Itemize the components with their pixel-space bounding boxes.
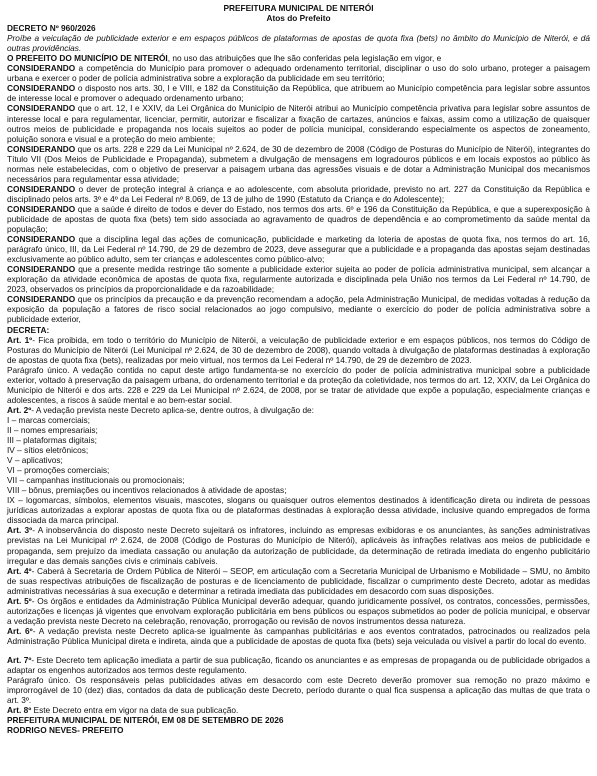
list-item: II – nomes empresariais; — [7, 424, 98, 435]
preamble-authority: O PREFEITO DO MUNICÍPIO DE NITERÓI — [7, 53, 168, 64]
decree-number: DECRETO Nº 960/2026 — [7, 23, 96, 34]
list-item: V – aplicativos; — [7, 455, 63, 466]
blank-line — [7, 646, 590, 655]
considerando-3: CONSIDERANDO que o art. 12, I e XXIV, da Lei Orgânica do Município de Niterói atribui ao Município competência privativa para legislar sobre assuntos de interesse local e para regulamentar, licenciar, permitir, autorizar e fiscalizar a fixação de cartazes, anúncios e faixas, assim como a utilização de quaisquer outros meios de publicidade e propaganda nos locais sujeitos ao poder de polícia municipal, considerando especialmente os aspectos de zoneamento, poluição sonora e visual e a proteção do meio ambiente; — [7, 103, 590, 144]
article-1: Art. 1º- Fica proibida, em todo o território do Município de Niterói, a veiculação de publicidade exterior e em espaços públicos, nos termos do Código de Posturas do Município de Niterói (Lei Municipal nº 2.624, de 30 de dezembro de 2008), quando voltada à divulgação de plataformas destinadas à exploração de apostas de quota fixa (bets), realizadas por meio virtual, nos termos da Lei Federal nº 14.790, de 29 de dezembro de 2023. — [7, 334, 590, 365]
decreta-heading: DECRETA: — [7, 324, 50, 335]
list-item: VII – campanhas institucionais ou promocionais; — [7, 475, 185, 486]
article-7-paragraph: Parágrafo único. Os responsáveis pelas publicidades ativas em desacordo com este Decreto deverão promover sua remoção no prazo máximo e improrrogável de 10 (dez) dias, contados da data de publicação deste Decreto, período durante o qual fica suspensa a aplicação das multas de que trata o art. 3º. — [7, 675, 590, 706]
decree-ementa: Proíbe a veiculação de publicidade exterior e em espaços públicos de plataformas de apostas de quota fixa (bets) no âmbito do Município de Niterói, e dá outras providências. — [7, 33, 590, 54]
preamble — [7, 53, 590, 63]
considerando-5: CONSIDERANDO o dever de proteção integral à criança e ao adolescente, com absoluta prioridade, previsto no art. 227 da Constituição da República e disciplinado pelos arts. 3º e 4º da Lei Federal nº 8.069, de 13 de julho de 1990 (Estatuto da Criança e do Adolescente); — [7, 183, 590, 204]
list-item: I – marcas comerciais; — [7, 414, 90, 425]
considerando-1: CONSIDERANDO a competência do Município para promover o adequado ordenamento territorial, disciplinar o uso do solo urbano, proteger a paisagem urbana e exercer o poder de polícia administrativa sobre a exploração da publicidade em seu território; — [7, 63, 590, 84]
article-2: Art. 2º- A vedação prevista neste Decreto aplica-se, dentre outros, à divulgação de: — [7, 404, 314, 415]
article-3: Art. 3º- A inobservância do disposto neste Decreto sujeitará os infratores, incluindo as empresas exibidoras e os anunciantes, às sanções administrativas previstas na Lei Municipal nº 2.624, de 2008 (Código de Posturas do Município de Niterói), aplicáveis às infrações relativas aos meios de publicidade e propaganda, sem prejuízo da imediata cassação ou anulação da autorização de publicidade, da determinação de retirada imediata do engenho publicitário irregular e das demais sanções civis e criminais cabíveis. — [7, 525, 590, 566]
considerando-4: CONSIDERANDO que os arts. 228 e 229 da Lei Municipal nº 2.624, de 30 de dezembro de 2008 (Código de Posturas do Município de Niterói), integrantes do Título VII (Dos Meios de Publicidade e Propaganda), submetem a divulgação de mensagens em logradouros públicos e em locais expostos ao público às normas nele estabelecidas, com o objetivo de preservar a paisagem urbana das agressões visuais e de dotar a Administração Municipal dos mecanismos necessários para regulamentar essa atividade; — [7, 143, 590, 184]
list-item: VIII – bônus, premiações ou incentivos relacionados à atividade de apostas; — [7, 485, 287, 496]
closing-place-date: PREFEITURA MUNICIPAL DE NITERÓI, EM 08 DE SETEMBRO DE 2026 — [7, 715, 284, 726]
article-6: Art. 6º- A vedação prevista neste Decreto aplica-se igualmente às campanhas publicitárias e aos eventos contratados, patrocinados ou realizados pela Administração Pública Municipal direta e indireta, ainda que a publicidade de apostas de quota fixa (bets) seja veiculada ou visível a partir do local do evento. — [7, 625, 590, 646]
section-title: Atos do Prefeito — [266, 13, 331, 24]
article-7: Art. 7º- Este Decreto tem aplicação imediata a partir de sua publicação, ficando os anunciantes e as empresas de propaganda ou de publicidade obrigados a adaptar os engenhos autorizados aos termos deste regulamento. — [7, 655, 590, 676]
list-item: IV – sítios eletrônicos; — [7, 445, 89, 456]
signature: RODRIGO NEVES- PREFEITO — [7, 725, 124, 736]
article-8: Art. 8º Este Decreto entra em vigor na data de sua publicação. — [7, 705, 239, 716]
considerando-8: CONSIDERANDO que a presente medida restringe tão somente a publicidade exterior sujeita ao poder de polícia administrativa municipal, sem alcançar a exploração da atividade econômica de apostas de quota fixa, regularmente autorizada e disciplinada pela União nos termos da Lei Federal nº 14.790, de 2023, observados os princípios da proporcionalidade e da razoabilidade; — [7, 264, 590, 295]
considerando-9: CONSIDERANDO que os princípios da precaução e da prevenção recomendam a adoção, pela Administração Municipal, de medidas voltadas à redução da exposição da população a fatores de risco social relacionados ao jogo compulsivo, mediante o exercício do poder de polícia administrativa sobre a publicidade exterior, — [7, 294, 590, 325]
institution-title: PREFEITURA MUNICIPAL DE NITERÓI — [223, 3, 374, 13]
list-item: VI – promoções comerciais; — [7, 465, 110, 476]
article-4: Art. 4º- Caberá à Secretaria de Ordem Pública de Niterói – SEOP, em articulação com a Secretaria Municipal de Urbanismo e Mobilidade – SMU, no âmbito de suas respectivas atribuições de fiscalização de posturas e de licenciamento de publicidade, fiscalizar o cumprimento deste Decreto, adotar as medidas administrativas necessárias à sua execução e determinar a retirada imediata das publicidades em desacordo com suas disposições. — [7, 565, 590, 596]
considerando-6: CONSIDERANDO que a saúde é direito de todos e dever do Estado, nos termos dos arts. 6º e 196 da Constituição da República, e que a superexposição à publicidade de apostas de quota fixa (bets) tem sido associada ao agravamento de quadros de dependência e ao comprometimento da saúde mental da população; — [7, 203, 590, 235]
preamble-text: , no uso das atribuições que lhe são conferidas pela legislação em vigor, e — [167, 53, 442, 64]
list-item: III – plataformas digitais; — [7, 435, 97, 446]
article-5: Art. 5º- Os órgãos e entidades da Administração Pública Municipal deverão adequar, quando juridicamente possível, os contratos, concessões, permissões, autorizações e licenças já vigentes que envolvam exploração publicitária em bens públicos ou espaços submetidos ao poder de polícia municipal, e observar a vedação prevista neste Decreto na celebração, renovação, prorrogação ou revisão de novos instrumentos dessa natureza. — [7, 595, 590, 626]
article-1-paragraph: Parágrafo único. A vedação contida no caput deste artigo fundamenta-se no exercício do poder de polícia administrativa municipal sobre a publicidade exterior, voltado à preservação da paisagem urbana, do ordenamento territorial e da proteção da coletividade, nos termos do art. 12, XXIV, da Lei Orgânica do Município de Niterói e dos arts. 228 e 229 da Lei Municipal nº 2.624, de 2008, por se tratar de atividade que expõe a população, especialmente crianças e adolescentes, a riscos à saúde mental e ao bem-estar social. — [7, 364, 590, 405]
considerando-2: CONSIDERANDO o disposto nos arts. 30, I e VIII, e 182 da Constituição da República, que atribuem ao Município competência para legislar sobre assuntos de interesse local e promover o adequado ordenamento urbano; — [7, 83, 590, 104]
considerando-7: CONSIDERANDO que a disciplina legal das ações de comunicação, publicidade e marketing da loteria de apostas de quota fixa, nos termos do art. 16, parágrafo único, III, da Lei Federal nº 14.790, de 29 de dezembro de 2023, deve assegurar que a publicidade e a propaganda das apostas sejam destinadas exclusivamente ao público adulto, sem ter crianças e adolescentes como público-alvo; — [7, 234, 590, 265]
list-item: IX – logomarcas, símbolos, elementos visuais, mascotes, slogans ou quaisquer outros elementos destinados à identificação direta ou indireta de pessoas jurídicas autorizadas a explorar apostas de quota fixa ou de plataformas destinadas à exploração dessa atividade, inclusive quando empregados de forma dissociada da marca principal. — [7, 495, 590, 526]
